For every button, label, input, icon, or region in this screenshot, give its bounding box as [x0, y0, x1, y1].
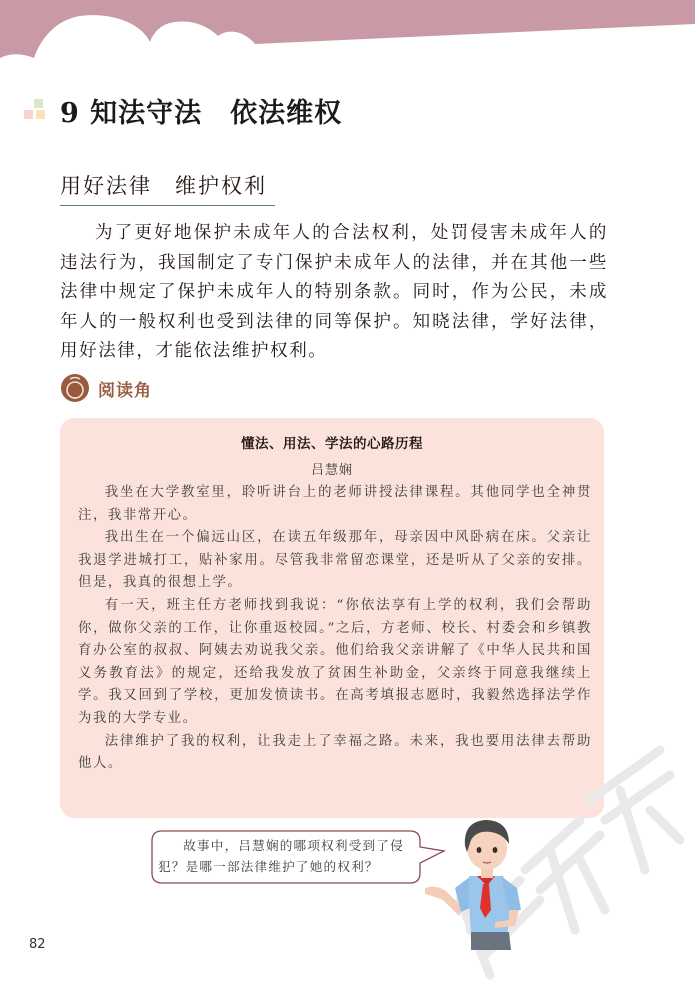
- reading-corner-box: [60, 418, 604, 818]
- reading-corner-header: [60, 373, 152, 403]
- article-body: [78, 482, 592, 776]
- article-author: 吕慧娴: [310, 463, 353, 478]
- green-square: [34, 99, 43, 108]
- reading-corner-label: 阅读角: [98, 380, 152, 401]
- pink-square: [24, 110, 33, 119]
- header-band-shape: [0, 0, 695, 58]
- header-cloud-band: [0, 0, 695, 70]
- chapter-heading: [24, 90, 342, 130]
- section-title: 用好法律 维护权利: [60, 170, 275, 206]
- chapter-title: 9 知法守法 依法维权: [60, 97, 343, 129]
- speech-bubble-text: 故事中，吕慧娴的哪项权利受到了侵犯？是哪一部法律维护了她的权利？: [158, 838, 404, 874]
- article-paragraph: 我出生在一个偏远山区，在读五年级那年，母亲因中风卧病在床。父亲让我退学进城打工，贴补家用。尽管我非常留恋课堂，还是听从了父亲的安排。但是，我真的很想上学。: [78, 530, 592, 591]
- article-title: 懂法、用法、学法的心路历程: [241, 436, 423, 452]
- article-paragraph: 法律维护了我的权利，让我走上了幸福之路。未来，我也要用法律去帮助他人。: [78, 733, 592, 772]
- intro-paragraph: 为了更好地保护未成年人的合法权利，处罚侵害未成年人的违法行为，我国制定了专门保护未成年人的法律，并在其他一些法律中规定了保护未成年人的特别条款。同时，作为公民，未成年人的一般权利也受到法律的同等保护。知晓法律，学好法律，用好法律，才能依法维护权利。: [60, 223, 608, 361]
- decorative-squares-icon: [24, 96, 52, 124]
- yellow-square: [36, 110, 45, 119]
- article-paragraph: 我坐在大学教室里，聆听讲台上的老师讲授法律课程。其他同学也全神贯注，我非常开心。: [78, 485, 592, 523]
- reading-corner-icon: [60, 373, 90, 403]
- page-number: 82: [29, 937, 46, 952]
- speech-bubble: [148, 829, 406, 881]
- boy-illustration: [425, 800, 535, 950]
- article-paragraph: 有一天，班主任方老师找到我说：“你依法享有上学的权利，我们会帮助你，做你父亲的工作，让你重返校园。”之后，方老师、校长、村委会和乡镇教育办公室的叔叔、阿姨去劝说我父亲。他们给我父亲讲解了《中华人民共和国义务教育法》的规定，还给我发放了贫困生补助金，父亲终于同意我继续上学。我又回到了学校，更加发愤读书。在高考填报志愿时，我毅然选择法学作为我的大学专业。: [78, 597, 592, 726]
